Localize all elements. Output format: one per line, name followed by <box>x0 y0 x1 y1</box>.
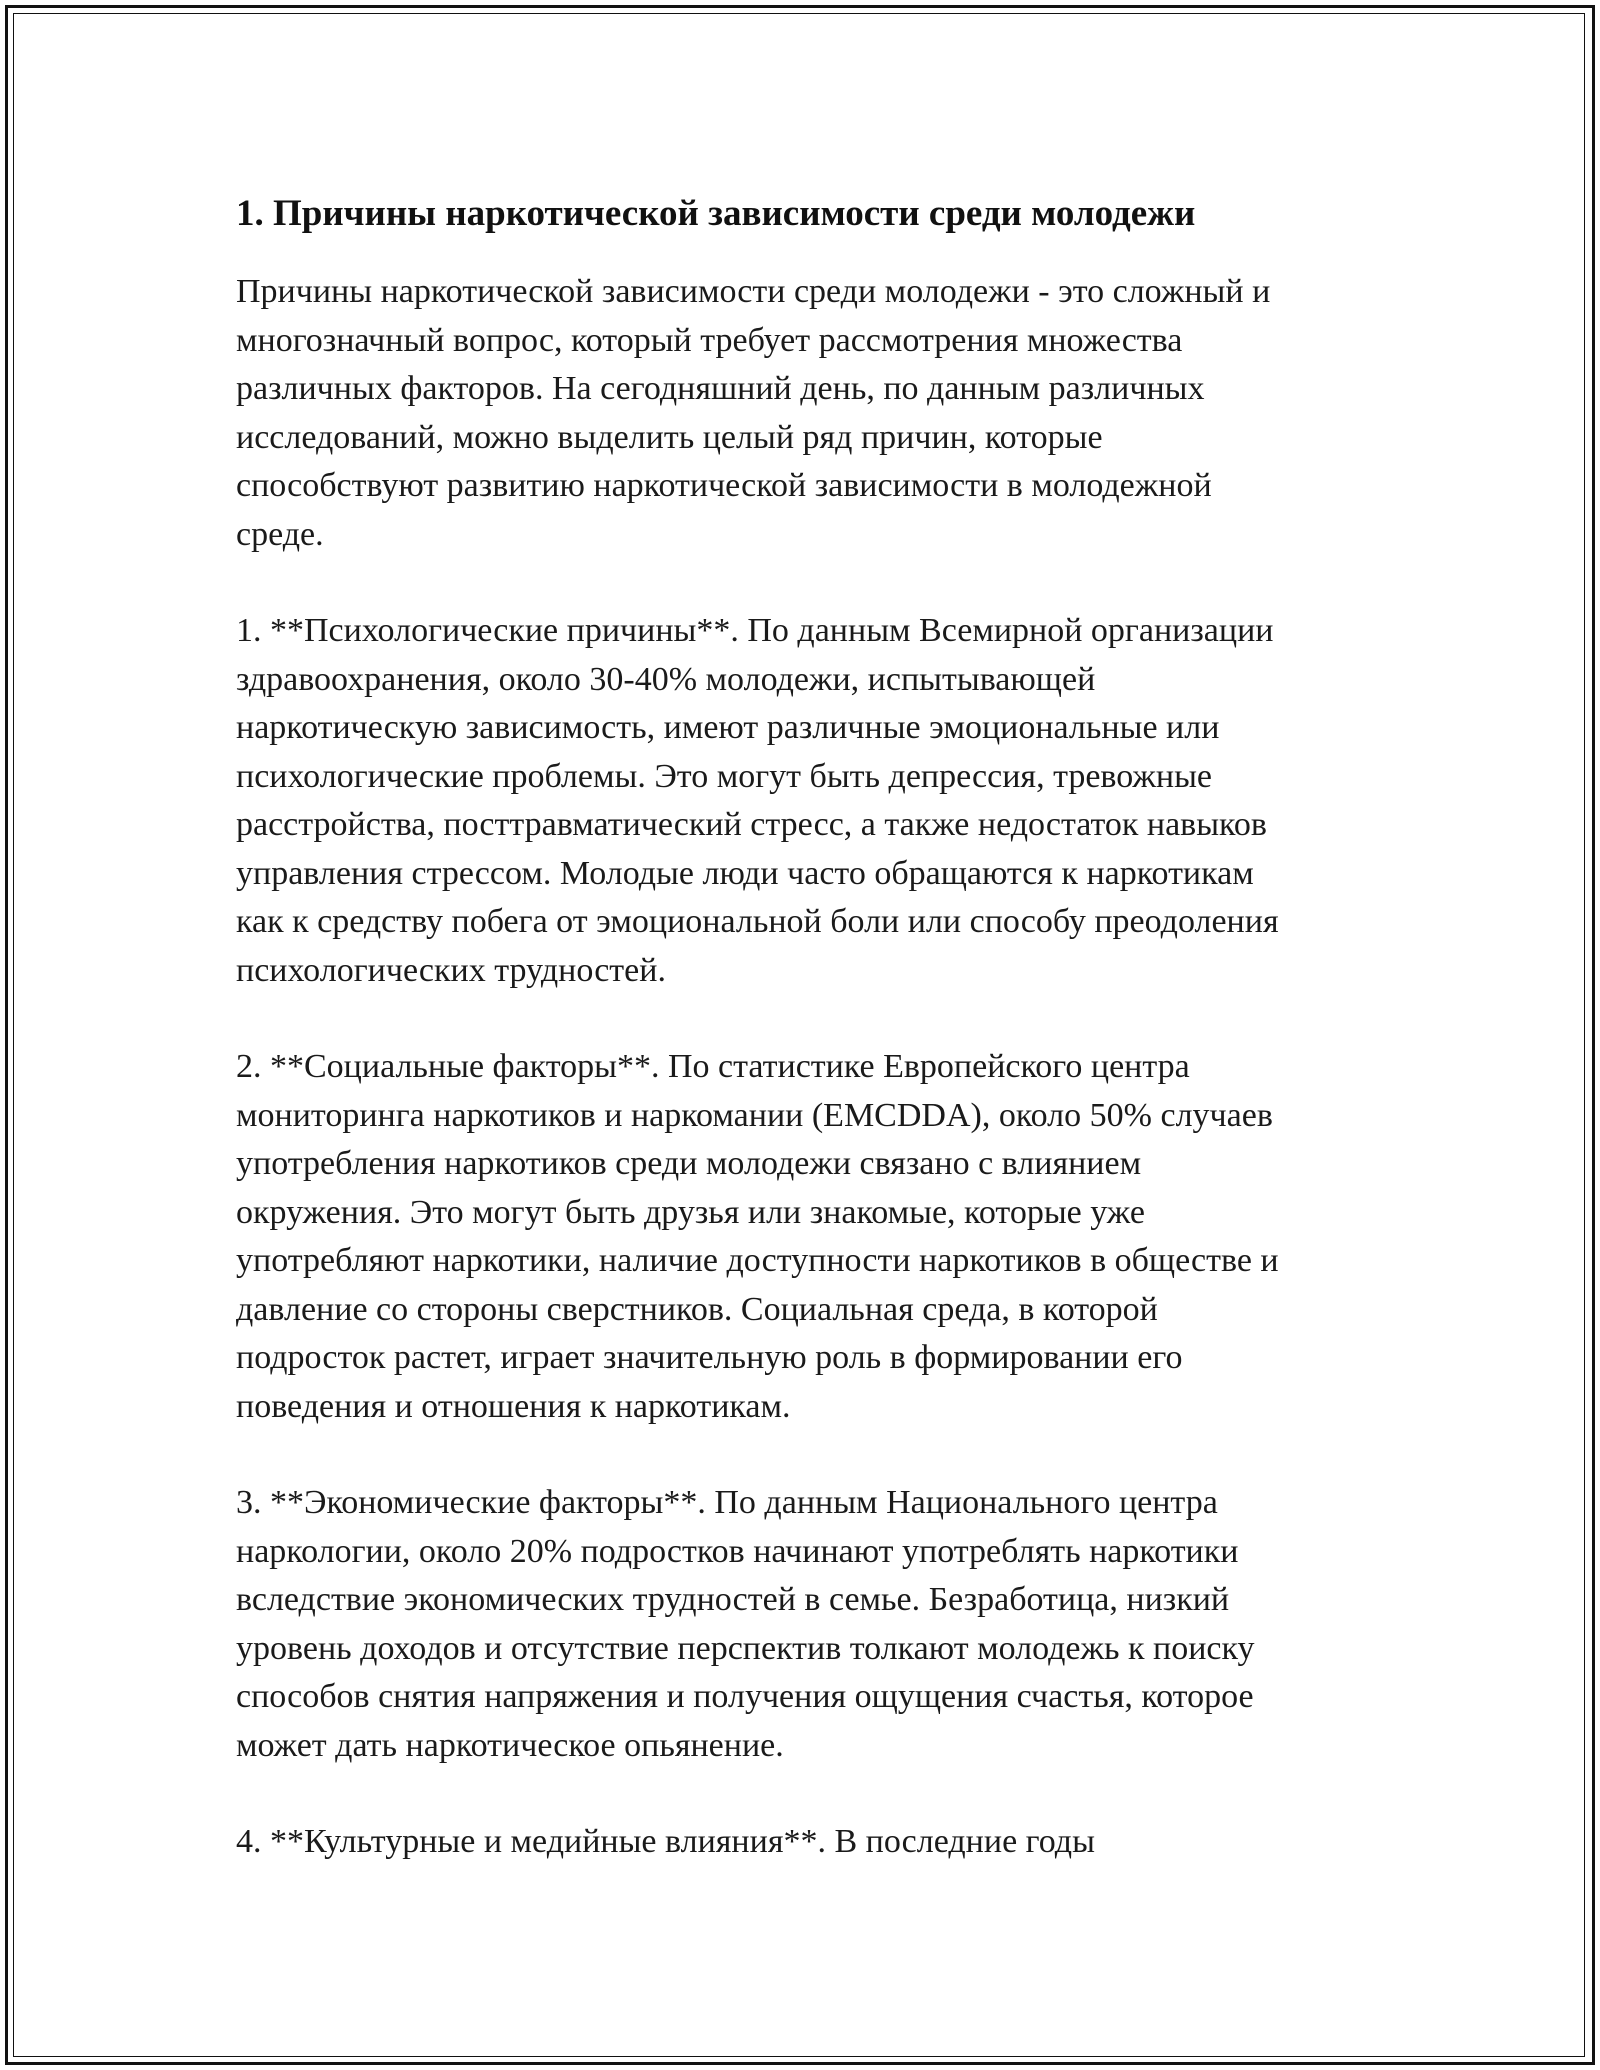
economic-factors-paragraph: 3. **Экономические факторы**. По данным Национального центра наркологии, около 20% подростков начинают употреблять наркотики вследствие экономических трудностей в семье. Безработица, низкий уровень доходов и отсутствие перспектив толкают молодежь к поиску способов снятия напряжения и получения ощущения счастья, которое может дать наркотическое опьянение. <box>236 1484 1255 1764</box>
cultural-media-paragraph: 4. **Культурные и медийные влияния**. В последние годы <box>236 1823 1095 1860</box>
intro-paragraph: Причины наркотической зависимости среди молодежи - это сложный и многозначный вопрос, который требует рассмотрения множества различных факторов. На сегодняшний день, по данным различных исследований, можно выделить целый ряд причин, которые способствуют развитию наркотической зависимости в молодежной среде. <box>236 273 1271 553</box>
social-factors-paragraph: 2. **Социальные факторы**. По статистике Европейского центра мониторинга наркотиков и наркомании (EMCDDA), около 50% случаев употребления наркотиков среди молодежи связано с влиянием окружения. Это могут быть друзья или знакомые, которые уже употребляют наркотики, наличие доступности наркотиков в обществе и давление со стороны сверстников. Социальная среда, в которой подросток растет, играет значительную роль в формировании его поведения и отношения к наркотикам. <box>236 1048 1279 1425</box>
psychological-causes-paragraph: 1. **Психологические причины**. По данным Всемирной организации здравоохранения, около 30-40% молодежи, испытывающей наркотическую зависимость, имеют различные эмоциональные или психологические проблемы. Это могут быть депрессия, тревожные расстройства, посттравматический стресс, а также недостаток навыков управления стрессом. Молодые люди часто обращаются к наркотикам как к средству побега от эмоциональной боли или способу преодоления психологических трудностей. <box>236 612 1279 989</box>
document-page <box>236 190 1386 1915</box>
section-heading: 1. Причины наркотической зависимости среди молодежи <box>236 193 1196 234</box>
